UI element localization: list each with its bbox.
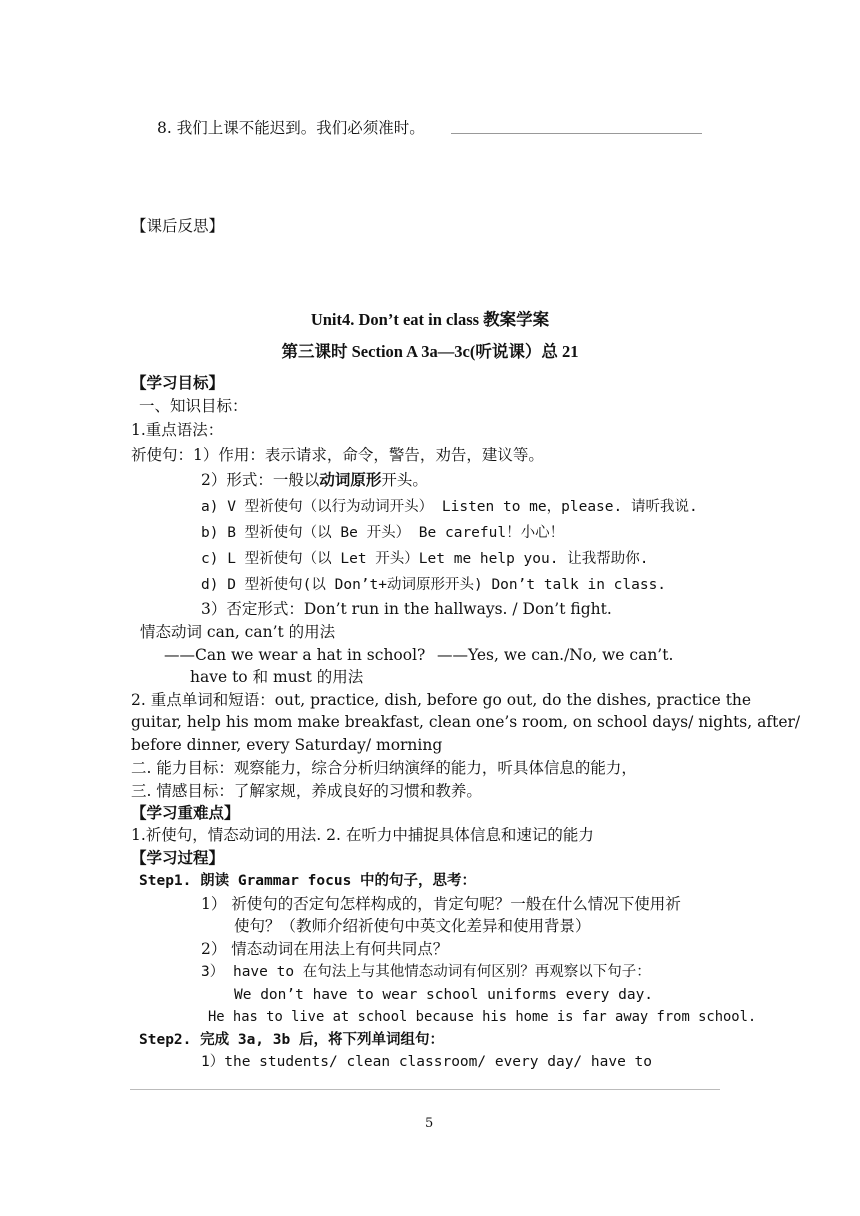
- lesson-subtitle: 第三课时 Section A 3a—3c(听说课）总 21: [281, 342, 579, 361]
- goals-heading: 【学习目标】: [131, 373, 225, 392]
- step1-example-1: We don’t have to wear school uniforms every day.: [234, 987, 654, 1003]
- imperative-function: 祈使句：1）作用：表示请求，命令，警告，劝告，建议等。: [131, 446, 544, 464]
- grammar-label: 1.重点语法：: [131, 421, 224, 439]
- lesson-title: Unit4. Don’t eat in class 教案学案: [310, 310, 550, 329]
- footer-divider: [130, 1089, 720, 1090]
- type-v: a) V 型祈使句（以行为动词开头） Listen to me，please. 请听我说.: [201, 499, 698, 515]
- difficulty-heading: 【学习重难点】: [131, 803, 240, 822]
- dialog-answer: ——Yes, we can./No, we can’t.: [437, 646, 674, 664]
- imperative-form: 2）形式：一般以动词原形开头。: [201, 470, 428, 489]
- ability-goal: 二. 能力目标：观察能力，综合分析归纳演绎的能力，听具体信息的能力，: [131, 759, 637, 777]
- page-number: 5: [425, 1116, 434, 1131]
- step1-q1a: 1） 祈使句的否定句怎样构成的，肯定句呢？一般在什么情况下使用祈: [201, 895, 681, 913]
- step1-example-2: He has to live at school because his home is far away from school.: [208, 1009, 757, 1025]
- step2-q1: 1）the students/ clean classroom/ every day/ have to: [201, 1054, 652, 1070]
- type-d: d) D 型祈使句(以 Don’t+动词原形开头) Don’t talk in class.: [201, 577, 667, 593]
- emotion-goal: 三. 情感目标：了解家规，养成良好的习惯和教养。: [131, 782, 482, 800]
- step2: Step2. 完成 3a, 3b 后，将下列单词组句：: [139, 1032, 444, 1048]
- step1: Step1. 朗读 Grammar focus 中的句子，思考：: [139, 873, 477, 889]
- vocab-line-1: 2. 重点单词和短语：out, practice, dish, before go out, do the dishes, practice the: [131, 691, 752, 709]
- step1-q3: 3） have to 在句法上与其他情态动词有何区别？再观察以下句子：: [201, 964, 651, 980]
- answer-blank: [451, 133, 702, 134]
- have-to-must: have to 和 must 的用法: [190, 668, 364, 686]
- knowledge-goal: 一、知识目标：: [139, 397, 248, 415]
- vocab-line-2: guitar, help his mom make breakfast, clean one’s room, on school days/ nights, after/: [131, 713, 801, 731]
- step1-q1b: 使句？（教师介绍祈使句中英文化差异和使用背景）: [234, 917, 591, 935]
- dialog-question: ——Can we wear a hat in school?: [164, 646, 426, 664]
- step1-q2: 2） 情态动词在用法上有何共同点？: [201, 940, 449, 958]
- question-8: 8. 我们上课不能迟到。我们必须准时。: [157, 119, 425, 137]
- bold-verb-base: 动词原形: [319, 470, 382, 489]
- type-l: c) L 型祈使句（以 Let 开头）Let me help you. 让我帮助你.: [201, 551, 649, 567]
- difficulty-text: 1.祈使句，情态动词的用法. 2. 在听力中捕捉具体信息和速记的能力: [131, 826, 594, 844]
- process-heading: 【学习过程】: [131, 848, 225, 867]
- vocab-line-3: before dinner, every Saturday/ morning: [131, 736, 443, 754]
- modal-usage: 情态动词 can, can’t 的用法: [140, 623, 336, 641]
- type-b: b) B 型祈使句（以 Be 开头） Be careful！小心！: [201, 525, 565, 541]
- reflection-heading: 【课后反思】: [131, 217, 225, 235]
- negative-form: 3）否定形式：Don’t run in the hallways. / Don’t fight.: [201, 600, 612, 618]
